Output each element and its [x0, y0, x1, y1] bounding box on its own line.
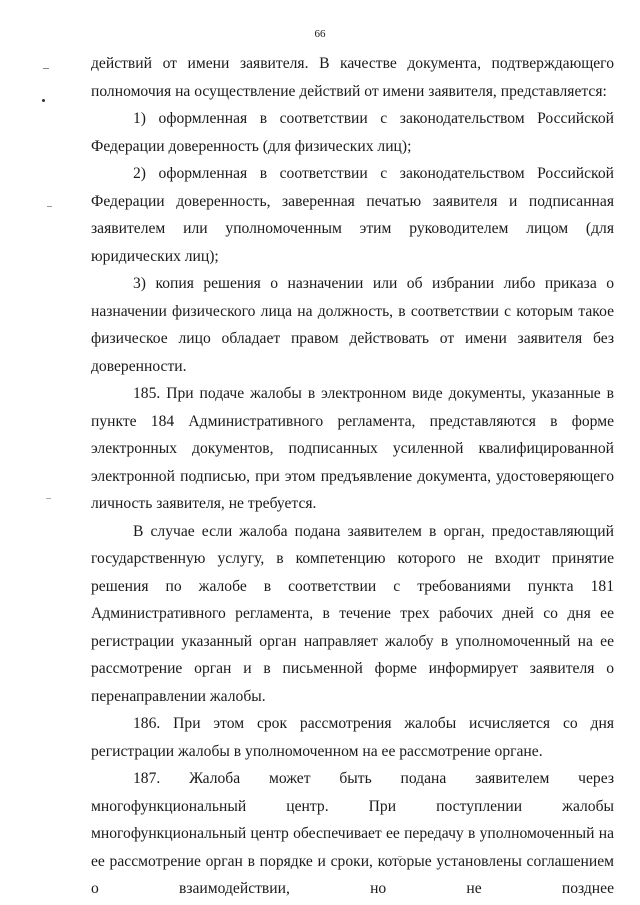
document-body	[91, 50, 614, 903]
paragraph-185: 185. При подаче жалобы в электронном виде документы, указанные в пункте 184 Административного регламента, представляются в форме электронных документов, подписанных усиленной квалифицированной электронной подписью, при этом предъявление документа, удостоверяющего личность заявителя, не требуется.	[91, 385, 614, 512]
margin-mark	[47, 206, 52, 207]
paragraph-item-3: 3) копия решения о назначении или об избрании либо приказа о назначении физического лица на должность, в соответствии с которым такое физическое лицо обладает правом действовать от имени заявителя без доверенности.	[91, 275, 614, 375]
margin-dot	[42, 99, 45, 102]
paragraph-187: 187. Жалоба может быть подана заявителем через многофункциональный центр. При поступлении жалобы многофункциональный центр обеспечивает ее передачу в уполномоченный на ее рассмотрение орган в порядке и сроки, которые установлены соглашением о взаимодействии, но не позднее	[91, 770, 614, 897]
paragraph-186: 186. При этом срок рассмотрения жалобы исчисляется со дня регистрации жалобы в уполномоченном на ее рассмотрение органе.	[91, 715, 614, 760]
paragraph-185-continuation: В случае если жалоба подана заявителем в орган, предоставляющий государственную услугу, в компетенцию которого не входит принятие решения по жалобе в соответствии с требованиями пункта 181 Административного регламента, в течение трех рабочих дней со дня ее регистрации указанный орган направляет жалобу в уполномоченный на ее рассмотрение орган и в письменной форме информирует заявителя о перенаправлении жалобы.	[91, 522, 614, 705]
paragraph-item-2: 2) оформленная в соответствии с законодательством Российской Федерации доверенность, заверенная печатью заявителя и подписанная заявителем или уполномоченным этим руководителем лицом (для юридических лиц);	[91, 165, 614, 265]
paragraph-intro: действий от имени заявителя. В качестве документа, подтверждающего полномочия на осуществление действий от имени заявителя, представляется:	[91, 55, 614, 100]
page-number: 66	[314, 28, 326, 40]
paragraph-item-1: 1) оформленная в соответствии с законодательством Российской Федерации доверенность (для физических лиц);	[91, 110, 614, 155]
margin-mark	[46, 498, 51, 499]
margin-mark	[43, 68, 49, 69]
